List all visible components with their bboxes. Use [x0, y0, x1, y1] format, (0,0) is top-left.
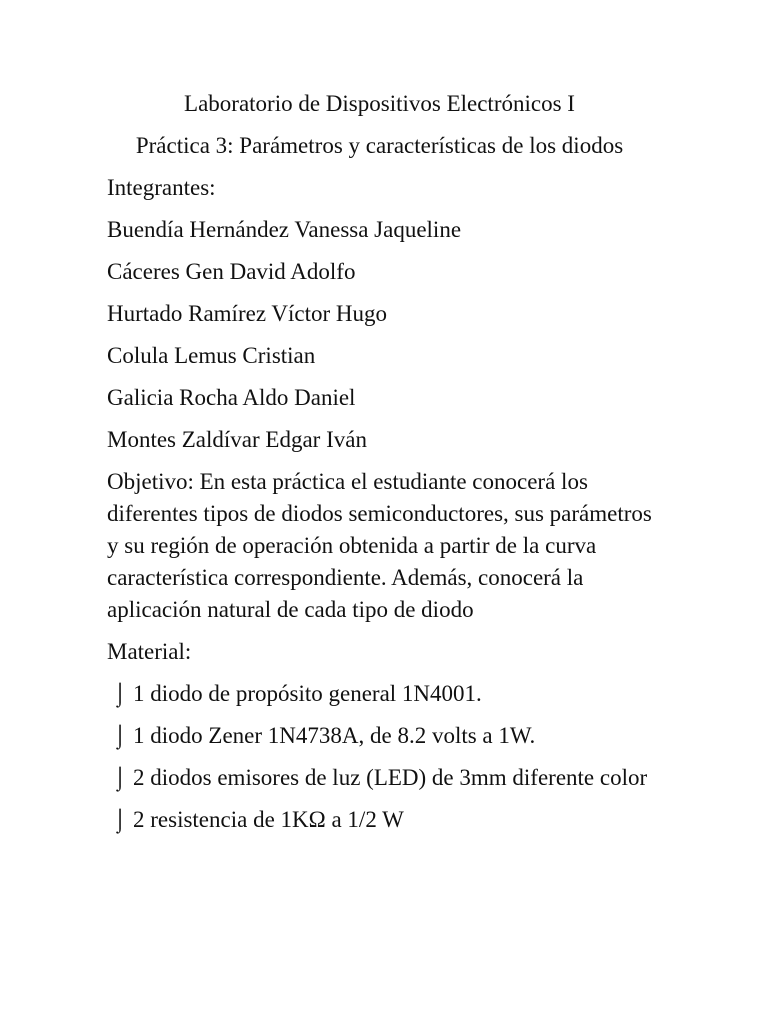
material-item [107, 762, 652, 794]
practice-title: Práctica 3: Parámetros y características de los diodos [135, 133, 624, 158]
member-name: Montes Zaldívar Edgar Iván [107, 427, 367, 452]
material-item [107, 720, 652, 752]
bullet-icon: ⌡ [113, 723, 127, 748]
member-name: Hurtado Ramírez Víctor Hugo [107, 301, 387, 326]
members-heading: Integrantes: [107, 175, 216, 200]
bullet-icon: ⌡ [113, 681, 127, 706]
document-page [107, 88, 652, 846]
material-item-text: 1 diodo Zener 1N4738A, de 8.2 volts a 1W. [133, 723, 536, 748]
member-name: Buendía Hernández Vanessa Jaqueline [107, 217, 462, 242]
material-item-text: 1 diodo de propósito general 1N4001. [133, 681, 482, 706]
lab-title: Laboratorio de Dispositivos Electrónicos I [184, 91, 575, 116]
member-name: Galicia Rocha Aldo Daniel [107, 385, 356, 410]
objective-paragraph: Objetivo: En esta práctica el estudiante conocerá los diferentes tipos de diodos semiconductores, sus parámetros y su región de operación obtenida a partir de la curva característica correspondiente. Además, conocerá la aplicación natural de cada tipo de diodo [107, 469, 652, 622]
material-item-text: 2 resistencia de 1KΩ a 1/2 W [133, 807, 404, 832]
material-item [107, 804, 652, 836]
bullet-icon: ⌡ [113, 765, 127, 790]
material-heading: Material: [107, 639, 192, 664]
member-name: Cáceres Gen David Adolfo [107, 259, 356, 284]
bullet-icon: ⌡ [113, 807, 127, 832]
material-item [107, 678, 652, 710]
member-name: Colula Lemus Cristian [107, 343, 316, 368]
material-item-text: 2 diodos emisores de luz (LED) de 3mm diferente color [133, 765, 648, 790]
